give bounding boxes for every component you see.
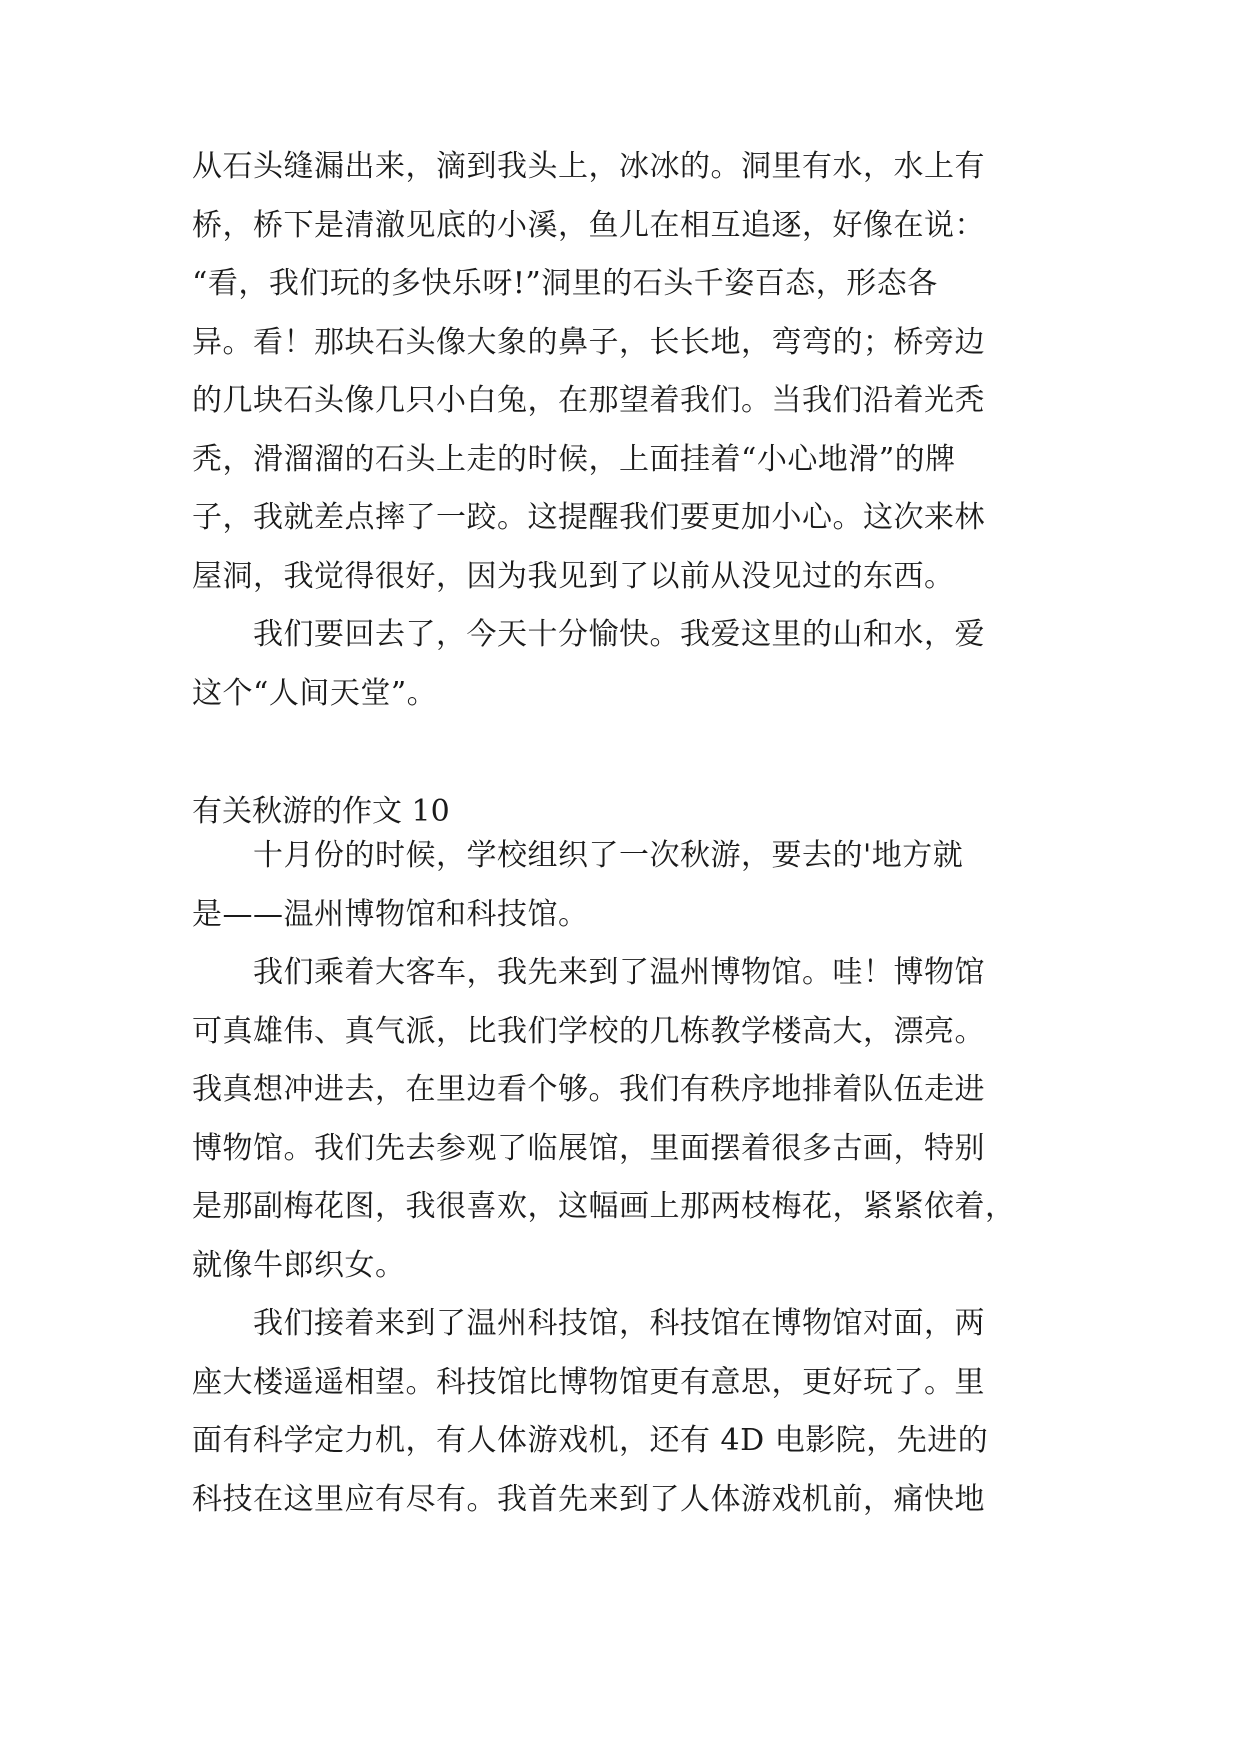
text-line: 博物馆。我们先去参观了临展馆，里面摆着很多古画，特别 bbox=[192, 1130, 985, 1166]
story-continuation bbox=[192, 138, 1072, 723]
essay-heading: 有关秋游的作文 10 bbox=[192, 794, 450, 829]
text-line: 就像牛郎织女。 bbox=[192, 1247, 406, 1283]
text-line: 是那副梅花图，我很喜欢，这幅画上那两枝梅花，紧紧依着， bbox=[192, 1189, 1016, 1224]
text-line: 我们乘着大客车，我先来到了温州博物馆。哇！博物馆 bbox=[192, 955, 985, 990]
text-line: 我们接着来到了温州科技馆，科技馆在博物馆对面，两 bbox=[192, 1306, 985, 1341]
text-line: 桥，桥下是清澈见底的小溪，鱼儿在相互追逐，好像在说： bbox=[192, 207, 985, 243]
text-line: 座大楼遥遥相望。科技馆比博物馆更有意思，更好玩了。里 bbox=[192, 1364, 985, 1400]
text-line: 十月份的时候，学校组织了一次秋游，要去的'地方就 bbox=[192, 838, 964, 873]
text-line: 我们要回去了，今天十分愉快。我爱这里的山和水，爱 bbox=[192, 617, 985, 652]
text-line: 是——温州博物馆和科技馆。 bbox=[192, 896, 589, 932]
text-line: 可真雄伟、真气派，比我们学校的几栋教学楼高大，漂亮。 bbox=[192, 1013, 985, 1049]
text-line: 子，我就差点摔了一跤。这提醒我们要更加小心。这次来林 bbox=[192, 500, 985, 535]
text-line: 面有科学定力机，有人体游戏机，还有 4D 电影院，先进的 bbox=[192, 1423, 989, 1458]
text-line: 秃，滑溜溜的石头上走的时候，上面挂着“小心地滑”的牌 bbox=[192, 441, 956, 477]
essay-body bbox=[192, 827, 1072, 1529]
text-line: 的几块石头像几只小白兔，在那望着我们。当我们沿着光秃 bbox=[192, 383, 985, 418]
text-line: 从石头缝漏出来，滴到我头上，冰冰的。洞里有水，水上有 bbox=[192, 149, 985, 184]
text-line: 异。看！那块石头像大象的鼻子，长长地，弯弯的；桥旁边 bbox=[192, 324, 985, 360]
text-line: 科技在这里应有尽有。我首先来到了人体游戏机前，痛快地 bbox=[192, 1481, 985, 1517]
text-line: 这个“人间天堂”。 bbox=[192, 675, 438, 711]
text-line: 屋洞，我觉得很好，因为我见到了以前从没见过的东西。 bbox=[192, 558, 955, 594]
text-line: 我真想冲进去，在里边看个够。我们有秩序地排着队伍走进 bbox=[192, 1072, 985, 1107]
text-line: “看，我们玩的多快乐呀!”洞里的石头千姿百态，形态各 bbox=[192, 266, 938, 301]
